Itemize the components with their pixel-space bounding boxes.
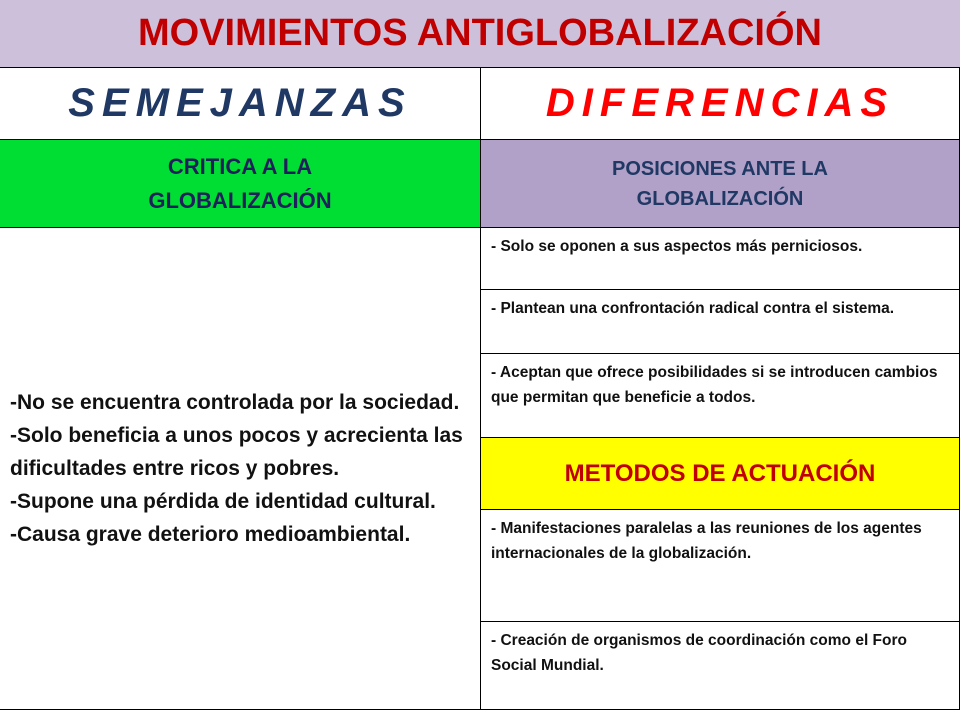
position-item: - Aceptan que ofrece posibilidades si se introducen cambios que permitan que beneficie a todos. xyxy=(481,354,960,438)
posiciones-subheader xyxy=(481,140,960,228)
list-item: -Causa grave deterioro medioambiental. xyxy=(10,523,411,546)
semejanzas-header: SEMEJANZAS xyxy=(0,68,481,140)
list-item: -Supone una pérdida de identidad cultural. xyxy=(10,490,436,513)
critica-subheader-label: CRITICA A LA GLOBALIZACIÓN xyxy=(148,153,332,213)
position-item: - Solo se oponen a sus aspectos más perniciosos. xyxy=(481,228,960,290)
list-item: -Solo beneficia a unos pocos y acrecienta las dificultades entre ricos y pobres. xyxy=(10,424,463,480)
critica-subheader xyxy=(0,140,481,228)
diferencias-header: DIFERENCIAS xyxy=(481,68,960,140)
method-item: - Manifestaciones paralelas a las reuniones de los agentes internacionales de la globalización. xyxy=(481,510,960,622)
method-item: - Creación de organismos de coordinación como el Foro Social Mundial. xyxy=(481,622,960,710)
page-title: MOVIMIENTOS ANTIGLOBALIZACIÓN xyxy=(0,0,960,68)
position-item: - Plantean una confrontación radical contra el sistema. xyxy=(481,290,960,354)
posiciones-subheader-label: POSICIONES ANTE LA GLOBALIZACIÓN xyxy=(612,157,828,210)
metodos-subheader: METODOS DE ACTUACIÓN xyxy=(481,438,960,510)
critica-list xyxy=(0,228,481,710)
list-item: -No se encuentra controlada por la sociedad. xyxy=(10,391,460,414)
comparison-table xyxy=(0,68,960,710)
